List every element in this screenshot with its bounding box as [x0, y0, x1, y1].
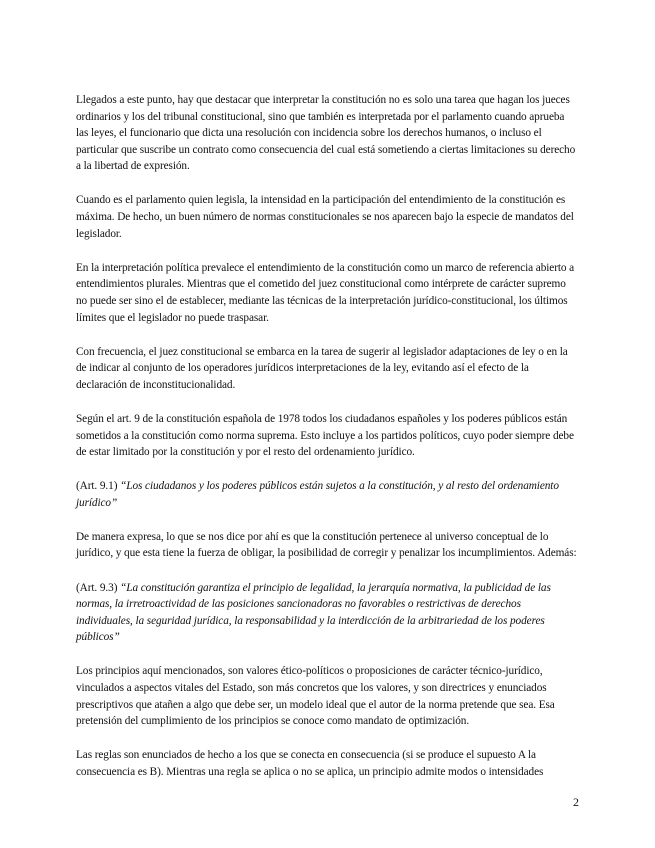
- paragraph-art-9: Según el art. 9 de la constitución española de 1978 todos los ciudadanos españoles y los poderes públicos están sometidos a la constitución como norma suprema. Esto incluye a los partidos políticos, cuyo poder siempre debe de estar limitado por la constitución y por el resto del ordenamiento jurídico.: [76, 412, 574, 459]
- paragraph-interpretacion: Llegados a este punto, hay que destacar que interpretar la constitución no es solo una tarea que hagan los jueces ordinarios y los del tribunal constitucional, sino que también es interpretada por el parlamento cuando aprueba las leyes, el funcionario que dicta una resolución con incidencia sobre los derechos humanos, o incluso el particular que suscribe un contrato como consecuencia del cual está sometiendo a ciertas limitaciones su derecho a la libertad de expresión.: [76, 94, 576, 173]
- page-body: [76, 92, 579, 798]
- quote-text: “La constitución garantiza el principio de legalidad, la jerarquía normativa, la publicidad de las normas, la irretroactividad de las posiciones sancionadoras no favorables o restrictivas de derechos individuales, la seguridad jurídica, la responsabilidad y la interdicción de la arbitrariedad de los poderes públicos”: [76, 581, 551, 644]
- quote-reference: (Art. 9.1): [76, 480, 118, 493]
- quote-art-9-3: [76, 580, 579, 646]
- paragraph-reglas: Las reglas son enunciados de hecho a los que se conecta en consecuencia (si se produce el supuesto A la consecuencia es B). Mientras una regla se aplica o no se aplica, un principio admite modos o intensidades: [76, 749, 544, 778]
- paragraph-principios: Los principios aquí mencionados, son valores ético-políticos o proposiciones de carácter técnico-jurídico, vinculados a aspectos vitales del Estado, son más concretos que los valores, y son directrices y enunciados prescriptivos que atañen a algo que debe ser, un modelo ideal que el autor de la norma pretende que sea. Esa pretensión del cumplimiento de los principios se conoce como mandato de optimización.: [76, 665, 555, 728]
- quote-text: “Los ciudadanos y los poderes públicos están sujetos a la constitución, y al resto del ordenamiento jurídico”: [76, 480, 559, 509]
- paragraph-parlamento: Cuando es el parlamento quien legisla, la intensidad en la participación del entendimiento de la constitución es máxima. De hecho, un buen número de normas constitucionales se nos aparecen bajo la especie de mandatos del legislador.: [76, 194, 574, 240]
- paragraph-interpretacion-politica: En la interpretación política prevalece el entendimiento de la constitución como un marco de referencia abierto a entendimientos plurales. Mientras que el cometido del juez constitucional como intérprete de carácter supremo no puede ser sino el de establecer, mediante las técnicas de la interpretación jurídico-constitucional, los últimos límites que el legislador no puede traspasar.: [76, 261, 575, 324]
- paragraph-manera-expresa: De manera expresa, lo que se nos dice por ahí es que la constitución pertenece al universo conceptual de lo jurídico, y que esta tiene la fuerza de obligar, la posibilidad de corregir y penalizar los incumplimientos. Además:: [76, 530, 577, 560]
- quote-reference: (Art. 9.3): [76, 581, 118, 594]
- paragraph-juez-constitucional: Con frecuencia, el juez constitucional se embarca en la tarea de sugerir al legislador adaptaciones de ley o en la de indicar al conjunto de los operadores jurídicos interpretaciones de la ley, evitando así el efecto de la declaración de inconstitucionalidad.: [76, 345, 568, 391]
- quote-art-9-1: [76, 478, 579, 511]
- page-number: 2: [573, 795, 579, 809]
